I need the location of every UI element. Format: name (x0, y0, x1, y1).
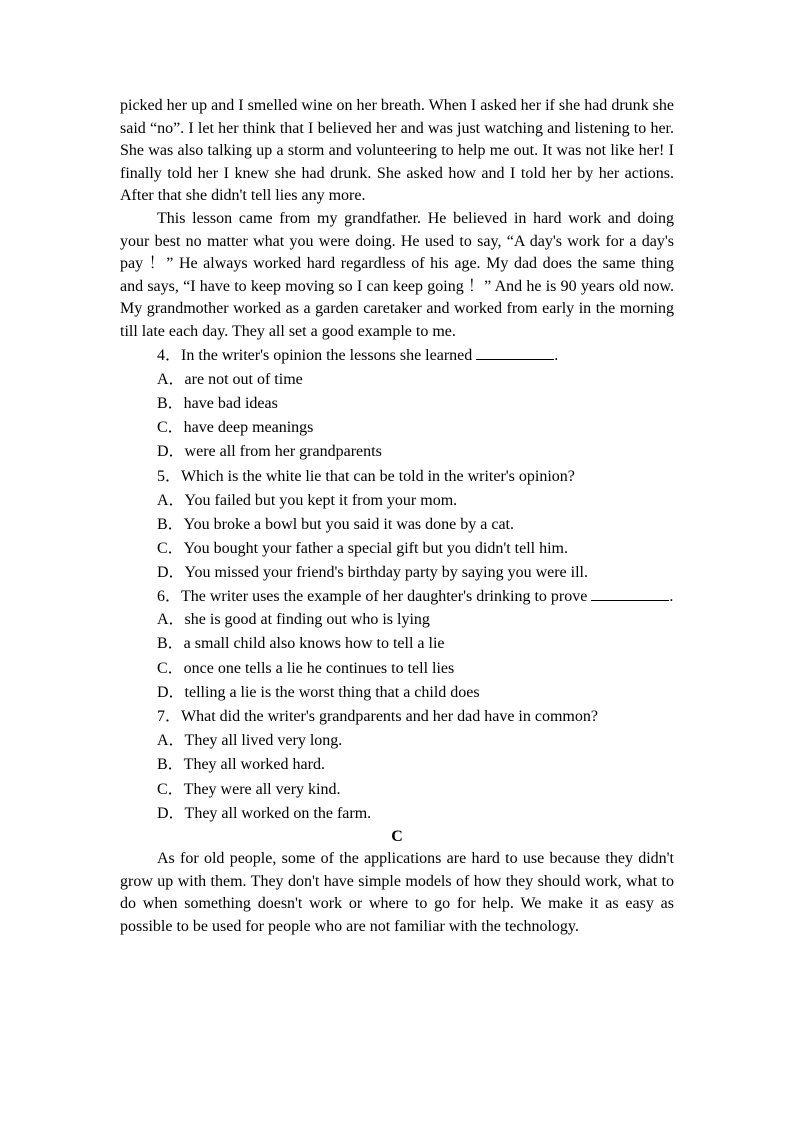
question-6 (120, 586, 674, 609)
question-5-option-a: A．You failed but you kept it from your mom. (157, 491, 458, 509)
question-4-option-b: B．have bad ideas (157, 394, 278, 412)
question-5-option-b: B．You broke a bowl but you said it was done by a cat. (157, 515, 515, 533)
question-4-option-c: C．have deep meanings (157, 419, 314, 437)
question-6-option-a: A．she is good at finding out who is lying (157, 611, 430, 629)
question-5-stem: 5．Which is the white lie that can be told in the writer's opinion? (157, 467, 575, 485)
question-7 (120, 705, 674, 729)
question-6-tail: . (669, 587, 674, 605)
question-6-option-c: C．once one tells a lie he continues to tell lies (157, 659, 455, 677)
section-c-paragraph-1: As for old people, some of the applications are hard to use because they didn't grow up with them. They don't have simple models of how they should work, what to do when something doesn't work or where to go for help. We make it as easy as possible to be used for people who are not familiar with the technology. (120, 849, 674, 935)
question-7-option-d: D．They all worked on the farm. (157, 804, 372, 822)
question-7-option-b: B．They all worked hard. (157, 756, 325, 774)
question-4-stem: 4．In the writer's opinion the lessons she learned (157, 346, 473, 364)
question-6-option-d: D．telling a lie is the worst thing that a child does (157, 683, 480, 701)
question-5 (120, 465, 674, 489)
document-page (120, 95, 674, 938)
section-c-heading: C (391, 827, 403, 845)
question-4-tail: . (554, 346, 559, 364)
passage-paragraph-1: picked her up and I smelled wine on her breath. When I asked her if she had drunk she said “no”. I let her think that I believed her and was just watching and listening to her. She was also talking up a storm and volunteering to help me out. It was not like her! I finally told her I knew she had drunk. She asked how and I told her by her actions. After that she didn't tell lies any more. (120, 97, 674, 205)
question-5-option-c: C．You bought your father a special gift but you didn't tell him. (157, 540, 568, 558)
question-4-option-d: D．were all from her grandparents (157, 443, 382, 461)
question-5-option-d: D．You missed your friend's birthday party by saying you were ill. (157, 564, 588, 582)
question-4-option-a: A．are not out of time (157, 370, 303, 388)
question-4 (120, 344, 674, 368)
question-6-option-b: B．a small child also knows how to tell a lie (157, 635, 445, 653)
question-6-stem: 6．The writer uses the example of her daughter's drinking to prove (157, 587, 588, 605)
answer-blank-6 (591, 586, 669, 601)
question-7-stem: 7．What did the writer's grandparents and her dad have in common? (157, 707, 598, 725)
answer-blank-4 (476, 345, 554, 360)
question-7-option-a: A．They all lived very long. (157, 732, 343, 750)
passage-paragraph-2: This lesson came from my grandfather. He believed in hard work and doing your best no matter what you were doing. He used to say, “A day's work for a day's pay ！” He always worked hard regardless of his age. My dad does the same thing and says, “I have to keep moving so I can keep going ！” And he is 90 years old now. My grandmother worked as a garden caretaker and worked from early in the morning till late each day. They all set a good example to me. (120, 209, 675, 340)
question-7-option-c: C．They were all very kind. (157, 780, 341, 798)
